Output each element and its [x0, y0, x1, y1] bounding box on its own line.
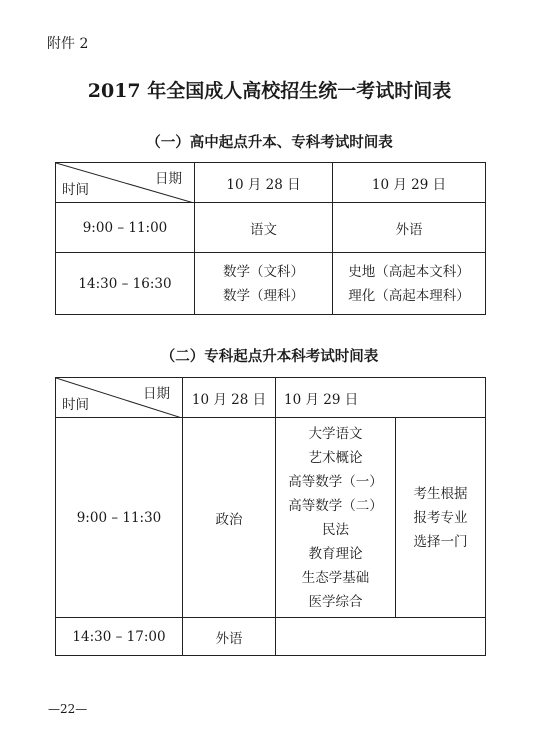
table-row	[56, 203, 486, 253]
subject-cell: 政治	[183, 418, 276, 618]
subject-line: 大学语文	[308, 425, 363, 442]
subject-line: 数学（文科）	[223, 263, 304, 280]
subject-cell: 语文	[195, 203, 333, 253]
subject-line: 史地（高起本文科）	[348, 263, 470, 280]
subject-cell	[195, 253, 333, 315]
note-line: 报考专业	[413, 509, 468, 526]
elective-note-cell	[396, 418, 486, 618]
time-slot-cell: 9:00 – 11:30	[56, 418, 183, 618]
attachment-label: 附件 2	[47, 36, 89, 52]
note-line: 选择一门	[413, 533, 468, 550]
time-slot-cell: 14:30 – 17:00	[56, 618, 183, 656]
table-row	[56, 618, 486, 656]
subject-line: 理化（高起本理科）	[348, 287, 470, 304]
date-column-header: 10 月 29 日	[333, 163, 486, 203]
table-row	[56, 253, 486, 315]
time-header-label: 时间	[62, 397, 89, 413]
date-column-header: 10 月 28 日	[195, 163, 333, 203]
date-column-header: 10 月 28 日	[183, 378, 276, 418]
subject-cell	[333, 253, 486, 315]
section2-table	[55, 377, 486, 656]
corner-header-cell	[56, 163, 195, 203]
page-number: —22—	[48, 702, 88, 716]
subject-line: 民法	[322, 521, 349, 538]
section1-table	[55, 162, 486, 315]
corner-header-cell	[56, 378, 183, 418]
elective-subjects-cell	[276, 418, 396, 618]
subject-line: 教育理论	[308, 545, 363, 562]
subject-line: 数学（理科）	[223, 287, 304, 304]
date-header-label: 日期	[155, 171, 182, 187]
time-header-label: 时间	[62, 182, 89, 198]
subject-cell: 外语	[333, 203, 486, 253]
table-row	[56, 418, 486, 618]
empty-cell	[276, 618, 486, 656]
section2-heading: （二）专科起点升本科考试时间表	[160, 348, 379, 365]
date-header-label: 日期	[143, 386, 170, 402]
subject-line: 高等数学（一）	[288, 473, 383, 490]
section1-heading: （一）高中起点升本、专科考试时间表	[146, 134, 393, 151]
time-slot-cell: 14:30 – 16:30	[56, 253, 195, 315]
subject-cell: 外语	[183, 618, 276, 656]
date-column-header: 10 月 29 日	[276, 378, 486, 418]
subject-line: 生态学基础	[301, 569, 370, 586]
subject-line: 医学综合	[308, 593, 363, 610]
subject-line: 艺术概论	[308, 449, 363, 466]
time-slot-cell: 9:00 – 11:00	[56, 203, 195, 253]
note-line: 考生根据	[413, 485, 468, 502]
page-title: 2017 年全国成人高校招生统一考试时间表	[87, 80, 452, 102]
subject-line: 高等数学（二）	[288, 497, 383, 514]
